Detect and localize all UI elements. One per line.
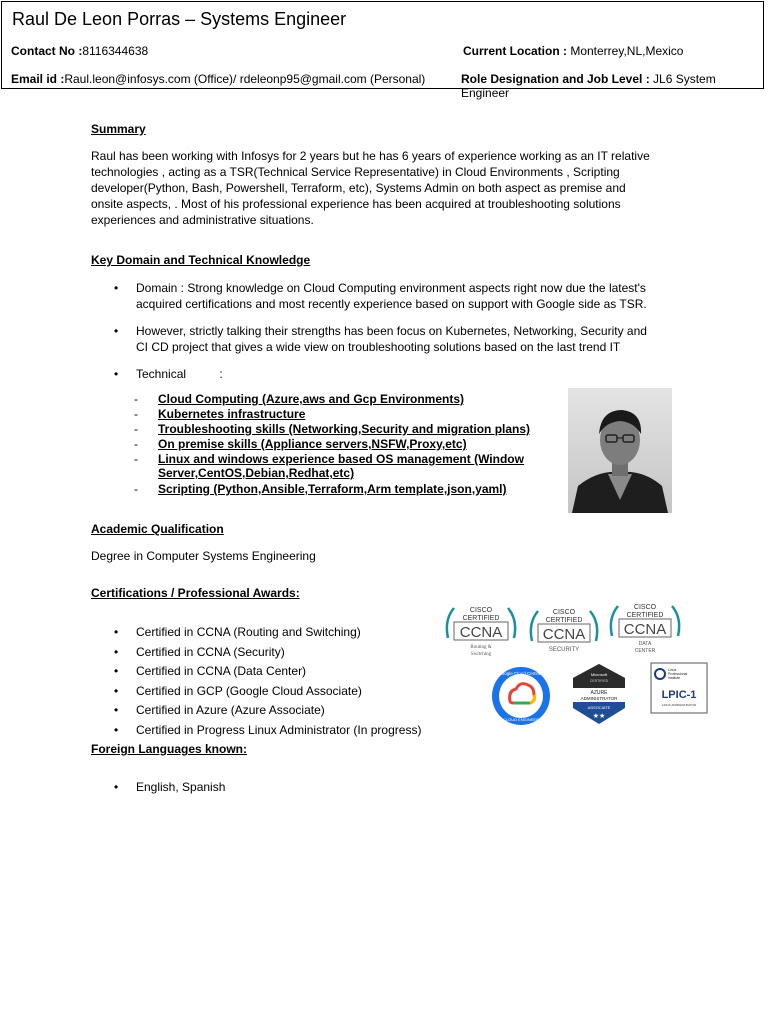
location-row (463, 44, 683, 58)
summary-line: Raul has been working with Infosys for 2 years but he has 6 years of experience working as an IT relative (91, 149, 650, 163)
badge-text: Google Cloud Certified (498, 671, 544, 676)
badge-text: CENTER (634, 648, 656, 654)
language-text: English, Spanish (136, 780, 226, 794)
email-label: Email id : (11, 72, 65, 86)
bullet-text (136, 280, 647, 312)
location-label: Current Location : (463, 44, 567, 58)
bullet-dot: • (114, 703, 119, 717)
badge-text: CISCO (633, 604, 657, 611)
ccna-routing-badge (442, 600, 520, 660)
badge-text: CERTIFIED (626, 612, 664, 619)
dash-marker: - (134, 407, 138, 421)
bullet-dot: • (114, 684, 119, 698)
cert-text: Certified in Azure (Azure Associate) (136, 703, 325, 717)
badge-text: CLOUD ENGINEER (502, 717, 540, 722)
certifications-heading: Certifications / Professional Awards: (91, 586, 300, 600)
badge-stars: ★★ (592, 712, 606, 720)
role-label: Role Designation and Job Level : (461, 72, 650, 86)
gcp-cloud-engineer-badge (490, 665, 552, 727)
bullet-line: Technical : (136, 367, 223, 381)
dash-marker: - (134, 437, 138, 451)
summary-heading: Summary (91, 122, 146, 136)
bullet-dot: • (114, 324, 119, 338)
technical-item-text: Cloud Computing (Azure,aws and Gcp Environments) (158, 392, 465, 406)
badge-text: SECURITY (548, 647, 580, 653)
summary-line: onsite aspects, . Most of his professional experience has been acquired at troubleshooting solutions (91, 197, 621, 211)
contact-row (11, 44, 148, 58)
technical-item-text: Kubernetes infrastructure (158, 407, 306, 421)
dash-marker: - (134, 392, 138, 406)
bullet-line: acquired certifications and most recently experience based on support with Google side as TSR. (136, 297, 647, 311)
cert-text: Certified in CCNA (Security) (136, 645, 285, 659)
badge-text: LINUX ADMINISTRATOR (661, 703, 697, 707)
cert-text: Certified in Progress Linux Administrator (In progress) (136, 723, 422, 737)
summary-line: technologies , acting as a TSR(Technical Service Representative) in Cloud Environments , Scripting (91, 165, 620, 179)
role-row (461, 72, 763, 100)
badge-text: CERTIFIED (462, 615, 500, 622)
badge-text: CCNA (542, 626, 586, 643)
ccna-datacenter-badge (607, 600, 683, 658)
badge-text: CERTIFIED (589, 679, 609, 683)
badge-text: CCNA (623, 621, 667, 638)
summary-line: developer(Python, Bash, Powershell, Terraform, etc), Systems Admin on both aspect as premise and (91, 181, 626, 195)
profile-photo-graphic (568, 388, 672, 513)
email-value: Raul.leon@infosys.com (Office)/ rdeleonp95@gmail.com (Personal) (64, 72, 426, 86)
lpic1-badge (650, 662, 708, 714)
technical-item-text: Server,CentOS,Debian,Redhat,etc) (158, 466, 355, 480)
badge-text: CERTIFIED (545, 617, 583, 624)
badge-text: CISCO (552, 609, 576, 616)
bullet-dot: • (114, 281, 119, 295)
azure-administrator-badge (570, 662, 628, 726)
key-domain-heading: Key Domain and Technical Knowledge (91, 253, 311, 267)
technical-item-text: On premise skills (Appliance servers,NSFW,Proxy,etc) (158, 437, 467, 451)
bullet-line: Domain : Strong knowledge on Cloud Computing environment aspects right now due the latest's (136, 281, 646, 295)
bullet-dot: • (114, 664, 119, 678)
technical-item-text: Troubleshooting skills (Networking,Security and migration plans) (158, 422, 531, 436)
summary-line: experiences and administrative situations. (91, 213, 314, 227)
role-value: JL6 System Engineer (461, 72, 716, 100)
bullet-dot: • (114, 723, 119, 737)
academic-heading: Academic Qualification (91, 522, 224, 536)
badge-text: Linux (668, 668, 677, 672)
badge-text: DATA (638, 641, 652, 647)
badge-text: Switching (470, 652, 492, 657)
summary-paragraph (91, 148, 691, 228)
bullet-line: CI CD project that gives a wide view on troubleshooting solutions based on the last trend IT (136, 340, 621, 354)
resume-header (1, 1, 764, 100)
badge-text: ADMINISTRATOR (580, 696, 618, 701)
cert-text: Certified in CCNA (Data Center) (136, 664, 307, 678)
academic-text: Degree in Computer Systems Engineering (91, 549, 316, 563)
profile-photo (568, 388, 672, 513)
badge-text: ASSOCIATE (587, 705, 611, 710)
badge-text: CCNA (459, 624, 503, 641)
badge-text: Microsoft (590, 672, 608, 677)
contact-label: Contact No : (11, 44, 83, 58)
bullet-dot: • (114, 780, 119, 794)
email-row (11, 72, 425, 86)
badge-text: Institute (668, 676, 681, 680)
badge-text: AZURE (590, 690, 608, 696)
badge-text: Professional (668, 672, 688, 676)
contact-value: 8116344638 (82, 44, 149, 58)
bullet-line: However, strictly talking their strengths has been focus on Kubernetes, Networking, Security and (136, 324, 647, 338)
cert-text: Certified in CCNA (Routing and Switching) (136, 625, 361, 639)
cert-text: Certified in GCP (Google Cloud Associate) (136, 684, 362, 698)
technical-item-text: Linux and windows experience based OS management (Window (158, 452, 524, 466)
bullet-dot: • (114, 625, 119, 639)
badge-text: Routing & (470, 645, 492, 650)
dash-marker: - (134, 422, 138, 436)
name-title: Raul De Leon Porras – Systems Engineer (12, 9, 347, 29)
bullet-text (136, 323, 647, 355)
bullet-dot: • (114, 367, 119, 381)
dash-marker: - (134, 482, 138, 496)
location-value: Monterrey,NL,Mexico (567, 44, 684, 58)
bullet-text (136, 366, 223, 382)
badge-text: LPIC-1 (661, 689, 697, 701)
technical-item-text: Scripting (Python,Ansible,Terraform,Arm template,json,yaml) (158, 482, 507, 496)
bullet-dot: • (114, 645, 119, 659)
languages-heading: Foreign Languages known: (91, 742, 248, 756)
badge-text: CISCO (469, 607, 493, 614)
ccna-security-badge (527, 605, 601, 657)
dash-marker: - (134, 452, 138, 466)
